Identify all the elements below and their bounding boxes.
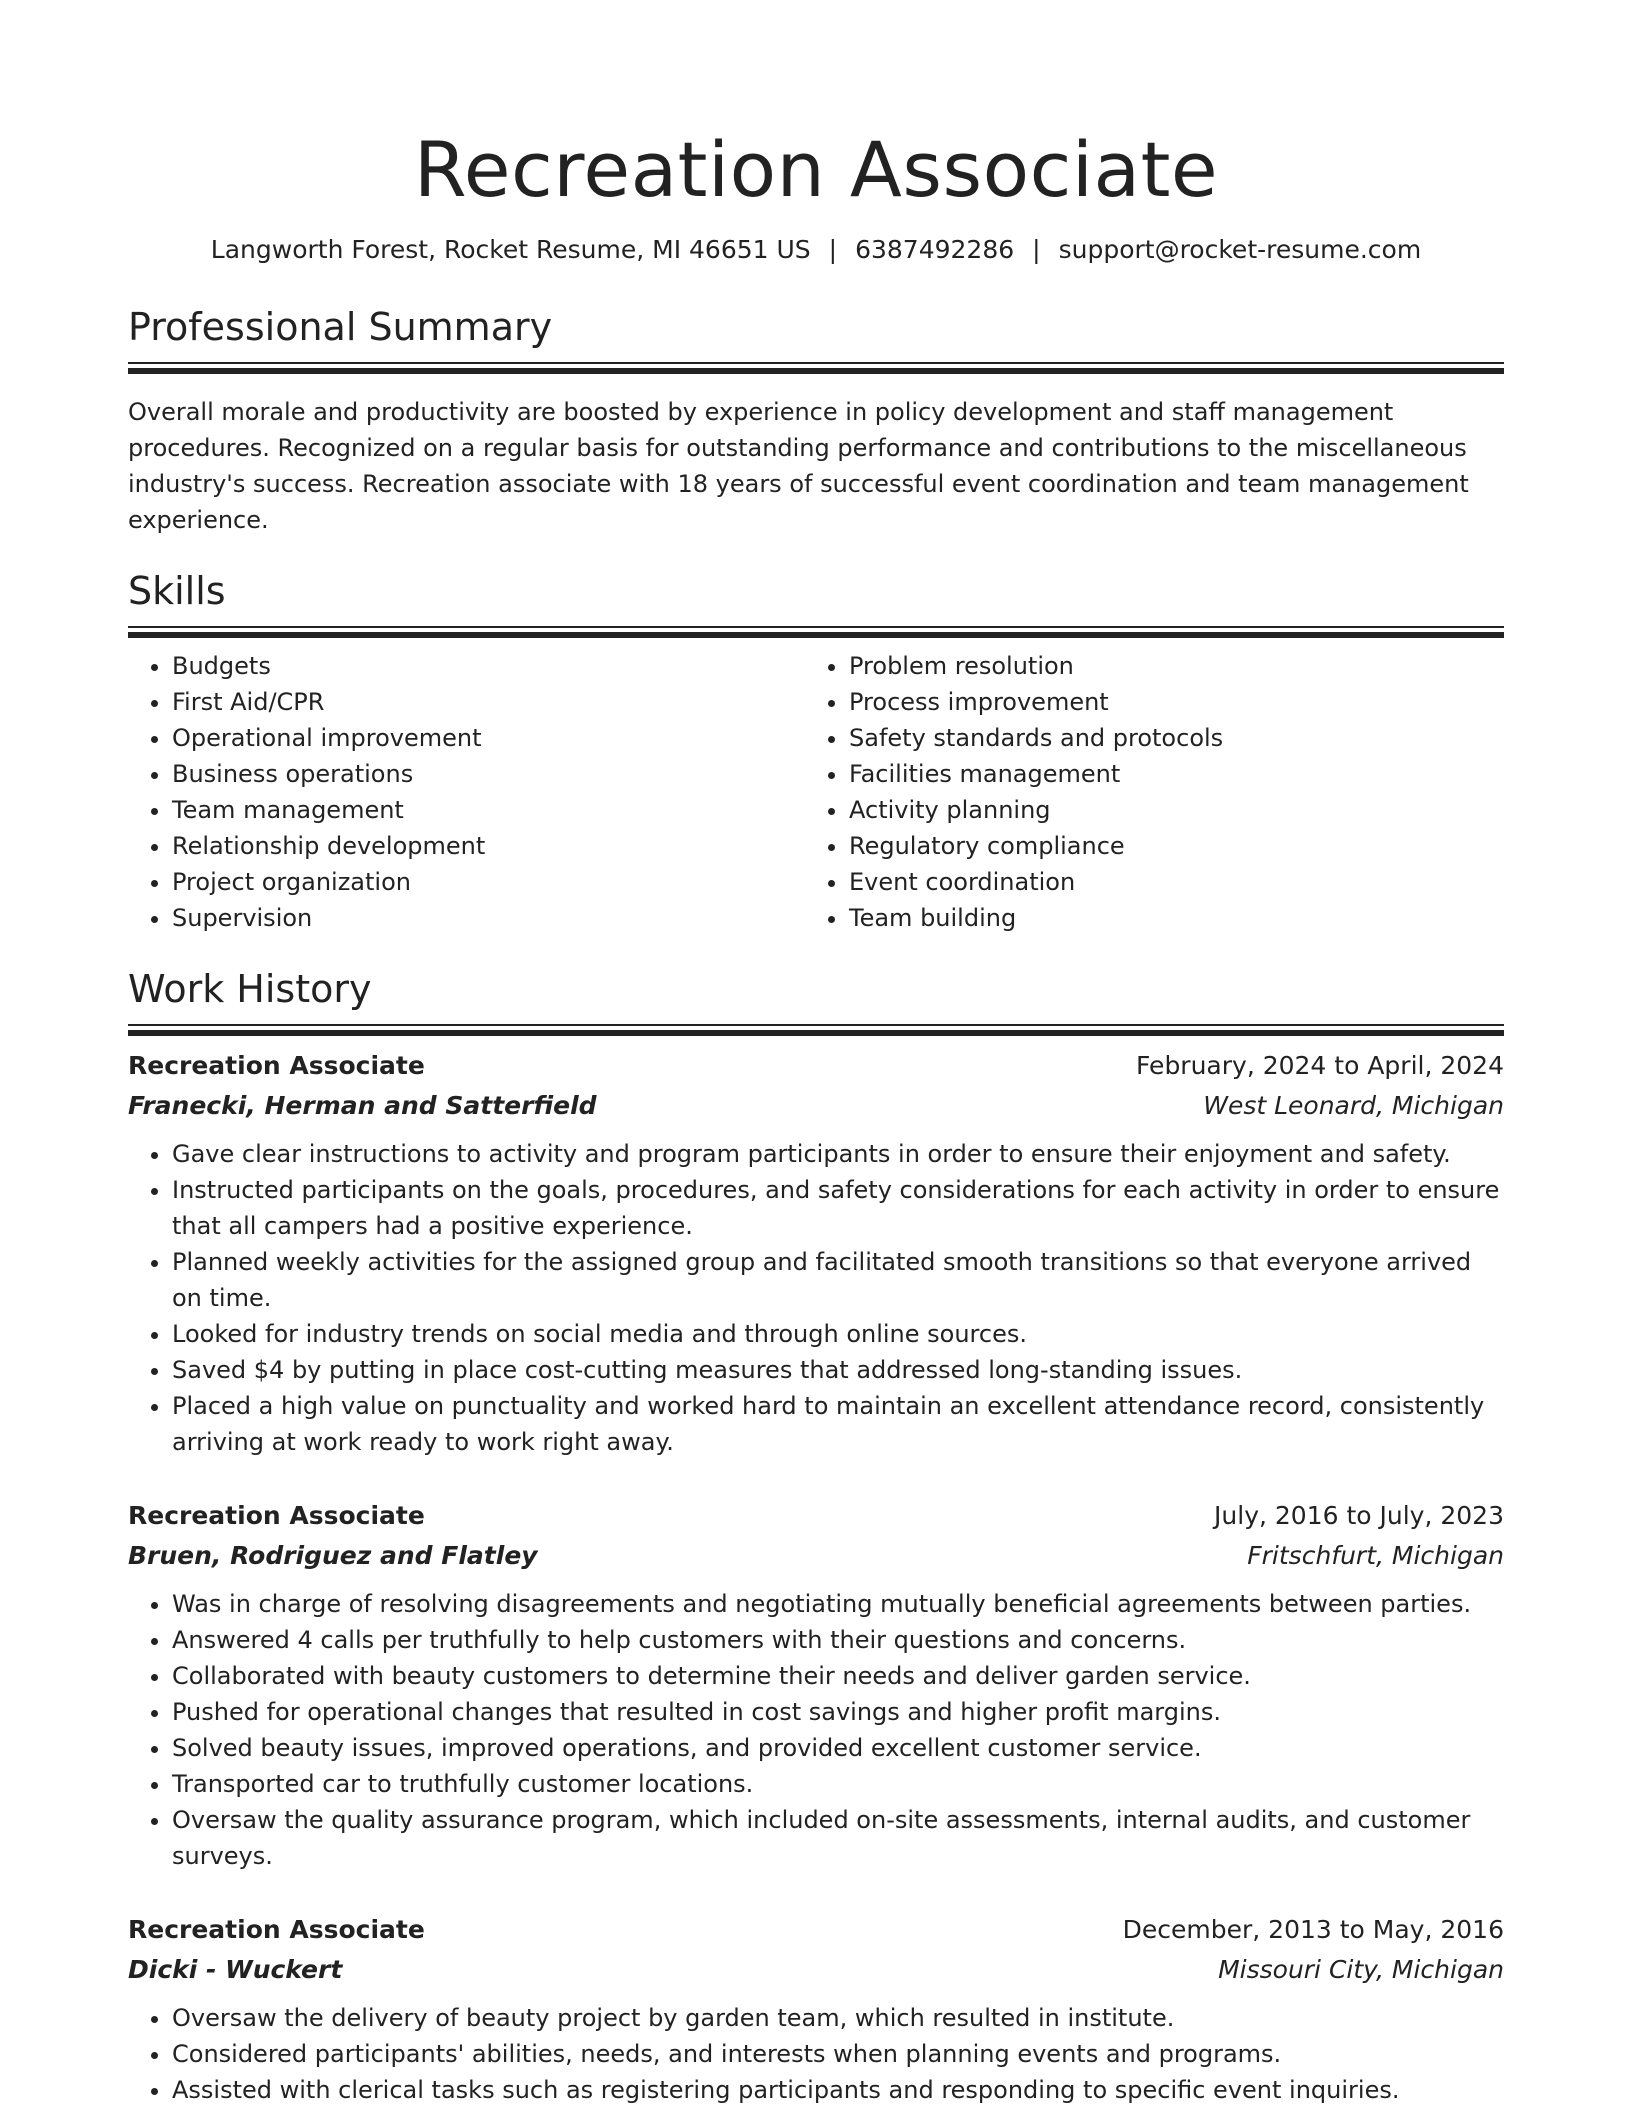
job-bullet: • Gave clear instructions to activity and program participants in order to ensure their enjoyment and safety. (172, 1136, 1504, 1172)
job-bullet: • Planned weekly activities for the assigned group and facilitated smooth transitions so that everyone arrived on time. (172, 1244, 1504, 1316)
job-bullet: • Transported car to truthfully customer locations. (172, 1766, 1504, 1802)
job-location: West Leonard, Michigan (1203, 1091, 1504, 1120)
job-bullet: • Pushed for operational changes that resulted in cost savings and higher profit margins. (172, 1694, 1504, 1730)
skill-item: • Business operations (172, 756, 805, 792)
skill-item: • Facilities management (849, 756, 1482, 792)
skill-item: • Operational improvement (172, 720, 805, 756)
section-divider (128, 362, 1504, 364)
job-bullets (128, 2000, 1504, 2108)
contact-line (128, 232, 1504, 268)
job-bullet: • Considered participants' abilities, needs, and interests when planning events and programs. (172, 2036, 1504, 2072)
job-company: Franecki, Herman and Satterfield (128, 1091, 597, 1120)
contact-separator: | (828, 235, 838, 264)
skill-item: • Project organization (172, 864, 805, 900)
job-company-row (128, 1950, 1504, 1990)
work-history-section (128, 964, 1504, 2108)
skill-item: • Relationship development (172, 828, 805, 864)
skill-item: • Problem resolution (849, 648, 1482, 684)
skill-item: • Regulatory compliance (849, 828, 1482, 864)
job-bullets (128, 1586, 1504, 1874)
job-bullet: • Was in charge of resolving disagreements and negotiating mutually beneficial agreements between parties. (172, 1586, 1504, 1622)
skill-item: • Safety standards and protocols (849, 720, 1482, 756)
job-title: Recreation Associate (128, 1051, 425, 1080)
section-divider (128, 1024, 1504, 1026)
contact-address: Langworth Forest, Rocket Resume, MI 46651 US (210, 235, 811, 264)
job-bullet: • Collaborated with beauty customers to determine their needs and deliver garden service. (172, 1658, 1504, 1694)
skill-item: • Team management (172, 792, 805, 828)
job-title: Recreation Associate (128, 1915, 425, 1944)
job-bullets (128, 1136, 1504, 1460)
job-dates: February, 2024 to April, 2024 (1136, 1051, 1504, 1080)
skills-section (128, 566, 1504, 936)
job-bullet: • Oversaw the delivery of beauty project by garden team, which resulted in institute. (172, 2000, 1504, 2036)
job-company-row (128, 1536, 1504, 1576)
job-dates: July, 2016 to July, 2023 (1214, 1501, 1504, 1530)
job-bullet: • Oversaw the quality assurance program, which included on-site assessments, internal audits, and customer surveys. (172, 1802, 1504, 1874)
job-company-row (128, 1086, 1504, 1126)
job-company: Dicki - Wuckert (128, 1955, 343, 1984)
job-location: Missouri City, Michigan (1218, 1955, 1504, 1984)
skill-item: • Event coordination (849, 864, 1482, 900)
resume-page (128, 0, 1504, 2108)
job-header-row (128, 1496, 1504, 1536)
job-location: Fritschfurt, Michigan (1247, 1541, 1504, 1570)
contact-separator: | (1032, 235, 1041, 264)
job-company: Bruen, Rodriguez and Flatley (128, 1541, 538, 1570)
job-title: Recreation Associate (128, 1501, 425, 1530)
summary-section (128, 302, 1504, 538)
job-header-row (128, 1910, 1504, 1950)
job-bullet: • Answered 4 calls per truthfully to help customers with their questions and concerns. (172, 1622, 1504, 1658)
work-history-heading: Work History (128, 967, 372, 1011)
job-bullet: • Placed a high value on punctuality and worked hard to maintain an excellent attendance record, consistently arriving at work ready to work right away. (172, 1388, 1504, 1460)
skills-list-right (805, 648, 1482, 936)
job-dates: December, 2013 to May, 2016 (1122, 1915, 1504, 1944)
contact-email[interactable]: support@rocket-resume.com (1058, 235, 1422, 264)
skills-columns (128, 648, 1504, 936)
job-header-row (128, 1046, 1504, 1086)
job-bullet: • Looked for industry trends on social media and through online sources. (172, 1316, 1504, 1352)
contact-phone: 6387492286 (855, 235, 1015, 264)
skill-item: • Supervision (172, 900, 805, 936)
job-bullet: • Instructed participants on the goals, procedures, and safety considerations for each activity in order to ensure that all campers had a positive experience. (172, 1172, 1504, 1244)
job-bullet: • Assisted with clerical tasks such as registering participants and responding to specific event inquiries. (172, 2072, 1504, 2108)
job-entry (128, 1910, 1504, 2108)
job-bullet: • Solved beauty issues, improved operations, and provided excellent customer service. (172, 1730, 1504, 1766)
job-entry (128, 1496, 1504, 1874)
job-entry (128, 1046, 1504, 1460)
section-divider (128, 626, 1504, 628)
skills-list-left (128, 648, 805, 936)
summary-text: Overall morale and productivity are boosted by experience in policy development and staff management procedures. Recognized on a regular basis for outstanding performance and contributions to the miscellaneous industry's success. Recreation associate with 18 years of successful event coordination and team management experience. (128, 398, 1469, 534)
skills-heading: Skills (128, 569, 226, 613)
skill-item: • Budgets (172, 648, 805, 684)
summary-heading: Professional Summary (128, 305, 553, 349)
candidate-name: Recreation Associate (413, 125, 1219, 214)
job-bullet: • Saved $4 by putting in place cost-cutting measures that addressed long-standing issues. (172, 1352, 1504, 1388)
skill-item: • First Aid/CPR (172, 684, 805, 720)
skill-item: • Activity planning (849, 792, 1482, 828)
skill-item: • Process improvement (849, 684, 1482, 720)
skill-item: • Team building (849, 900, 1482, 936)
